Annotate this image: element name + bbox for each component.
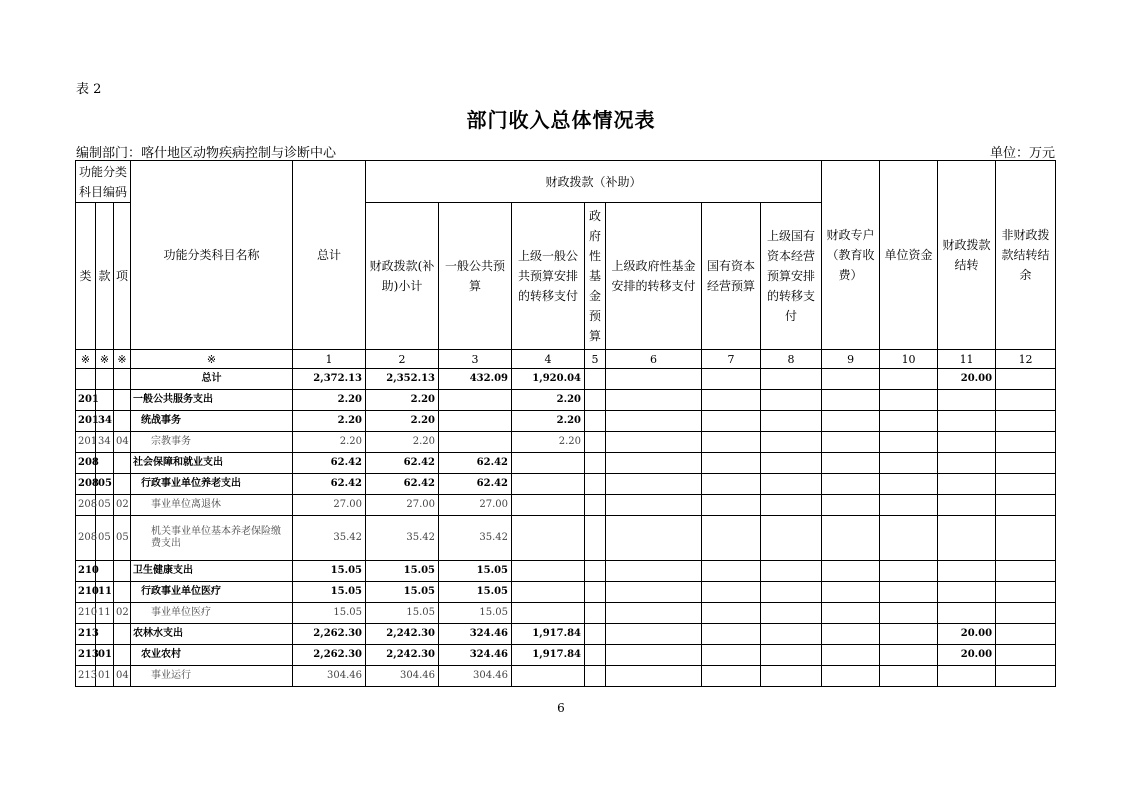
cell-state-capital-budget bbox=[702, 474, 761, 495]
cell-fiscal-carryover bbox=[938, 516, 996, 561]
cell-general-budget bbox=[439, 432, 512, 453]
cell-lei: 213 bbox=[76, 666, 96, 687]
header-xiang: 项 bbox=[114, 203, 131, 350]
cell-fiscal-special bbox=[822, 516, 880, 561]
table-row bbox=[76, 411, 1056, 432]
cell-upper-state-capital-transfer bbox=[761, 645, 822, 666]
cell-upper-gov-fund-transfer bbox=[606, 390, 702, 411]
cell-upper-gov-fund-transfer bbox=[606, 561, 702, 582]
cell-fiscal-special bbox=[822, 369, 880, 390]
cell-gov-fund-budget bbox=[585, 495, 606, 516]
cell-general-budget bbox=[439, 411, 512, 432]
cell-total: 15.05 bbox=[293, 561, 366, 582]
cell-fiscal-special bbox=[822, 495, 880, 516]
cell-kuan: 34 bbox=[96, 411, 114, 432]
cell-gov-fund-budget bbox=[585, 603, 606, 624]
index-cell: ※ bbox=[96, 350, 114, 369]
cell-kuan: 11 bbox=[96, 582, 114, 603]
header-fiscal-carryover: 财政拨款结转 bbox=[938, 161, 996, 350]
cell-name: 机关事业单位基本养老保险缴费支出 bbox=[131, 516, 293, 561]
index-cell: 4 bbox=[512, 350, 585, 369]
cell-non-fiscal-carryover bbox=[996, 411, 1056, 432]
cell-lei: 208 bbox=[76, 453, 96, 474]
cell-non-fiscal-carryover bbox=[996, 666, 1056, 687]
cell-upper-state-capital-transfer bbox=[761, 369, 822, 390]
cell-upper-state-capital-transfer bbox=[761, 495, 822, 516]
cell-non-fiscal-carryover bbox=[996, 390, 1056, 411]
cell-unit-funds bbox=[880, 624, 938, 645]
index-cell: 10 bbox=[880, 350, 938, 369]
cell-name: 一般公共服务支出 bbox=[131, 390, 293, 411]
cell-gov-fund-budget bbox=[585, 561, 606, 582]
cell-non-fiscal-carryover bbox=[996, 624, 1056, 645]
table-row bbox=[76, 474, 1056, 495]
cell-general-budget: 35.42 bbox=[439, 516, 512, 561]
cell-gov-fund-budget bbox=[585, 582, 606, 603]
cell-fiscal-special bbox=[822, 432, 880, 453]
cell-upper-gov-fund-transfer bbox=[606, 495, 702, 516]
cell-xiang bbox=[114, 474, 131, 495]
cell-upper-state-capital-transfer bbox=[761, 390, 822, 411]
cell-non-fiscal-carryover bbox=[996, 369, 1056, 390]
cell-upper-general-transfer: 1,917.84 bbox=[512, 645, 585, 666]
cell-upper-state-capital-transfer bbox=[761, 453, 822, 474]
cell-gov-fund-budget bbox=[585, 645, 606, 666]
cell-unit-funds bbox=[880, 432, 938, 453]
cell-name: 统战事务 bbox=[131, 411, 293, 432]
cell-fiscal-subtotal: 2,242.30 bbox=[366, 645, 439, 666]
cell-fiscal-special bbox=[822, 474, 880, 495]
cell-lei bbox=[76, 369, 96, 390]
cell-upper-state-capital-transfer bbox=[761, 411, 822, 432]
cell-non-fiscal-carryover bbox=[996, 561, 1056, 582]
cell-state-capital-budget bbox=[702, 561, 761, 582]
cell-name: 行政事业单位养老支出 bbox=[131, 474, 293, 495]
cell-upper-general-transfer bbox=[512, 603, 585, 624]
page-title: 部门收入总体情况表 bbox=[466, 108, 656, 132]
cell-xiang bbox=[114, 411, 131, 432]
header-upper-state-capital-transfer: 上级国有资本经营预算安排的转移支付 bbox=[761, 203, 822, 350]
index-cell: 8 bbox=[761, 350, 822, 369]
cell-total: 15.05 bbox=[293, 603, 366, 624]
header-upper-general-transfer: 上级一般公共预算安排的转移支付 bbox=[512, 203, 585, 350]
cell-xiang: 04 bbox=[114, 432, 131, 453]
cell-fiscal-subtotal: 62.42 bbox=[366, 474, 439, 495]
index-cell: 6 bbox=[606, 350, 702, 369]
index-cell: 2 bbox=[366, 350, 439, 369]
cell-lei: 201 bbox=[76, 390, 96, 411]
cell-kuan: 05 bbox=[96, 495, 114, 516]
index-cell: ※ bbox=[114, 350, 131, 369]
cell-fiscal-subtotal: 62.42 bbox=[366, 453, 439, 474]
cell-lei: 210 bbox=[76, 582, 96, 603]
cell-name: 事业单位医疗 bbox=[131, 603, 293, 624]
cell-non-fiscal-carryover bbox=[996, 603, 1056, 624]
cell-unit-funds bbox=[880, 561, 938, 582]
cell-fiscal-subtotal: 2,352.13 bbox=[366, 369, 439, 390]
cell-total: 62.42 bbox=[293, 453, 366, 474]
cell-fiscal-carryover bbox=[938, 453, 996, 474]
header-total: 总计 bbox=[293, 161, 366, 350]
cell-xiang bbox=[114, 561, 131, 582]
cell-upper-state-capital-transfer bbox=[761, 432, 822, 453]
cell-lei: 210 bbox=[76, 561, 96, 582]
table-row bbox=[76, 624, 1056, 645]
cell-non-fiscal-carryover bbox=[996, 474, 1056, 495]
header-state-capital-budget: 国有资本经营预算 bbox=[702, 203, 761, 350]
cell-upper-general-transfer bbox=[512, 495, 585, 516]
cell-lei: 201 bbox=[76, 411, 96, 432]
cell-name: 农业农村 bbox=[131, 645, 293, 666]
cell-general-budget: 27.00 bbox=[439, 495, 512, 516]
index-cell: 7 bbox=[702, 350, 761, 369]
cell-upper-general-transfer bbox=[512, 474, 585, 495]
index-cell: 12 bbox=[996, 350, 1056, 369]
cell-non-fiscal-carryover bbox=[996, 582, 1056, 603]
header-non-fiscal-carryover: 非财政拨款结转结余 bbox=[996, 161, 1056, 350]
cell-upper-general-transfer: 2.20 bbox=[512, 390, 585, 411]
cell-xiang bbox=[114, 369, 131, 390]
cell-state-capital-budget bbox=[702, 369, 761, 390]
cell-fiscal-special bbox=[822, 453, 880, 474]
cell-general-budget: 15.05 bbox=[439, 582, 512, 603]
cell-non-fiscal-carryover bbox=[996, 432, 1056, 453]
index-cell: 5 bbox=[585, 350, 606, 369]
cell-fiscal-carryover bbox=[938, 582, 996, 603]
cell-state-capital-budget bbox=[702, 432, 761, 453]
cell-upper-gov-fund-transfer bbox=[606, 369, 702, 390]
header-kuan: 款 bbox=[96, 203, 114, 350]
cell-total: 35.42 bbox=[293, 516, 366, 561]
cell-fiscal-carryover bbox=[938, 666, 996, 687]
cell-unit-funds bbox=[880, 582, 938, 603]
index-cell: 11 bbox=[938, 350, 996, 369]
cell-gov-fund-budget bbox=[585, 516, 606, 561]
cell-xiang bbox=[114, 582, 131, 603]
cell-unit-funds bbox=[880, 666, 938, 687]
cell-general-budget: 324.46 bbox=[439, 624, 512, 645]
cell-upper-general-transfer: 2.20 bbox=[512, 432, 585, 453]
cell-lei: 201 bbox=[76, 432, 96, 453]
cell-upper-gov-fund-transfer bbox=[606, 603, 702, 624]
cell-non-fiscal-carryover bbox=[996, 495, 1056, 516]
cell-fiscal-special bbox=[822, 666, 880, 687]
cell-total: 2,262.30 bbox=[293, 624, 366, 645]
cell-lei: 210 bbox=[76, 603, 96, 624]
table-row bbox=[76, 666, 1056, 687]
cell-general-budget: 62.42 bbox=[439, 474, 512, 495]
cell-fiscal-special bbox=[822, 561, 880, 582]
cell-state-capital-budget bbox=[702, 666, 761, 687]
cell-fiscal-special bbox=[822, 603, 880, 624]
cell-kuan: 05 bbox=[96, 474, 114, 495]
cell-fiscal-subtotal: 2.20 bbox=[366, 432, 439, 453]
header-general-budget: 一般公共预算 bbox=[439, 203, 512, 350]
cell-upper-state-capital-transfer bbox=[761, 561, 822, 582]
cell-upper-general-transfer bbox=[512, 582, 585, 603]
cell-non-fiscal-carryover bbox=[996, 453, 1056, 474]
cell-gov-fund-budget bbox=[585, 474, 606, 495]
table-row bbox=[76, 432, 1056, 453]
cell-fiscal-special bbox=[822, 390, 880, 411]
cell-gov-fund-budget bbox=[585, 432, 606, 453]
cell-fiscal-subtotal: 304.46 bbox=[366, 666, 439, 687]
cell-xiang bbox=[114, 390, 131, 411]
cell-xiang: 02 bbox=[114, 603, 131, 624]
cell-unit-funds bbox=[880, 603, 938, 624]
cell-upper-gov-fund-transfer bbox=[606, 432, 702, 453]
cell-name: 事业运行 bbox=[131, 666, 293, 687]
cell-fiscal-carryover: 20.00 bbox=[938, 624, 996, 645]
cell-unit-funds bbox=[880, 495, 938, 516]
cell-general-budget: 62.42 bbox=[439, 453, 512, 474]
table-row bbox=[76, 582, 1056, 603]
cell-state-capital-budget bbox=[702, 453, 761, 474]
cell-fiscal-carryover bbox=[938, 474, 996, 495]
cell-lei: 208 bbox=[76, 516, 96, 561]
cell-xiang bbox=[114, 453, 131, 474]
cell-gov-fund-budget bbox=[585, 624, 606, 645]
cell-unit-funds bbox=[880, 645, 938, 666]
cell-total: 2,262.30 bbox=[293, 645, 366, 666]
cell-xiang: 02 bbox=[114, 495, 131, 516]
cell-general-budget: 15.05 bbox=[439, 603, 512, 624]
cell-lei: 208 bbox=[76, 495, 96, 516]
cell-state-capital-budget bbox=[702, 624, 761, 645]
cell-name: 事业单位离退休 bbox=[131, 495, 293, 516]
cell-unit-funds bbox=[880, 474, 938, 495]
cell-state-capital-budget bbox=[702, 516, 761, 561]
cell-unit-funds bbox=[880, 369, 938, 390]
table-row bbox=[76, 390, 1056, 411]
table-label: 表 2 bbox=[76, 82, 102, 97]
cell-total: 2.20 bbox=[293, 411, 366, 432]
cell-fiscal-special bbox=[822, 411, 880, 432]
cell-upper-state-capital-transfer bbox=[761, 474, 822, 495]
cell-upper-general-transfer bbox=[512, 666, 585, 687]
cell-total: 2,372.13 bbox=[293, 369, 366, 390]
table-row bbox=[76, 495, 1056, 516]
table-row bbox=[76, 603, 1056, 624]
cell-name: 行政事业单位医疗 bbox=[131, 582, 293, 603]
cell-fiscal-carryover bbox=[938, 495, 996, 516]
cell-non-fiscal-carryover bbox=[996, 516, 1056, 561]
cell-name: 宗教事务 bbox=[131, 432, 293, 453]
cell-gov-fund-budget bbox=[585, 666, 606, 687]
cell-name: 农林水支出 bbox=[131, 624, 293, 645]
cell-lei: 213 bbox=[76, 624, 96, 645]
cell-xiang: 04 bbox=[114, 666, 131, 687]
table-row bbox=[76, 453, 1056, 474]
cell-total: 2.20 bbox=[293, 390, 366, 411]
cell-gov-fund-budget bbox=[585, 369, 606, 390]
cell-upper-general-transfer bbox=[512, 453, 585, 474]
cell-fiscal-subtotal: 15.05 bbox=[366, 603, 439, 624]
index-cell: 9 bbox=[822, 350, 880, 369]
header-fiscal-special: 财政专户（教育收费） bbox=[822, 161, 880, 350]
cell-upper-state-capital-transfer bbox=[761, 624, 822, 645]
cell-fiscal-subtotal: 2,242.30 bbox=[366, 624, 439, 645]
cell-total: 2.20 bbox=[293, 432, 366, 453]
cell-fiscal-carryover bbox=[938, 432, 996, 453]
income-table bbox=[75, 160, 1056, 687]
cell-name: 社会保障和就业支出 bbox=[131, 453, 293, 474]
cell-total: 304.46 bbox=[293, 666, 366, 687]
department-label: 编制部门：喀什地区动物疾病控制与诊断中心 bbox=[76, 146, 337, 161]
header-code-group: 功能分类科目编码 bbox=[76, 161, 131, 203]
cell-upper-general-transfer: 1,920.04 bbox=[512, 369, 585, 390]
header-fiscal-subtotal: 财政拨款(补助)小计 bbox=[366, 203, 439, 350]
cell-fiscal-subtotal: 15.05 bbox=[366, 582, 439, 603]
cell-unit-funds bbox=[880, 453, 938, 474]
cell-total: 62.42 bbox=[293, 474, 366, 495]
index-cell: 3 bbox=[439, 350, 512, 369]
cell-kuan: 01 bbox=[96, 666, 114, 687]
cell-upper-gov-fund-transfer bbox=[606, 645, 702, 666]
cell-fiscal-subtotal: 27.00 bbox=[366, 495, 439, 516]
cell-state-capital-budget bbox=[702, 495, 761, 516]
cell-upper-gov-fund-transfer bbox=[606, 474, 702, 495]
cell-state-capital-budget bbox=[702, 603, 761, 624]
cell-fiscal-subtotal: 35.42 bbox=[366, 516, 439, 561]
cell-fiscal-special bbox=[822, 645, 880, 666]
cell-non-fiscal-carryover bbox=[996, 645, 1056, 666]
cell-upper-general-transfer: 2.20 bbox=[512, 411, 585, 432]
cell-fiscal-carryover: 20.00 bbox=[938, 645, 996, 666]
header-upper-gov-fund-transfer: 上级政府性基金安排的转移支付 bbox=[606, 203, 702, 350]
header-unit-funds: 单位资金 bbox=[880, 161, 938, 350]
cell-fiscal-special bbox=[822, 582, 880, 603]
index-cell: ※ bbox=[131, 350, 293, 369]
cell-kuan: 34 bbox=[96, 432, 114, 453]
cell-upper-state-capital-transfer bbox=[761, 582, 822, 603]
header-lei: 类 bbox=[76, 203, 96, 350]
cell-gov-fund-budget bbox=[585, 453, 606, 474]
cell-kuan: 05 bbox=[96, 516, 114, 561]
cell-upper-state-capital-transfer bbox=[761, 603, 822, 624]
cell-upper-gov-fund-transfer bbox=[606, 582, 702, 603]
cell-name: 总计 bbox=[131, 369, 293, 390]
cell-state-capital-budget bbox=[702, 582, 761, 603]
cell-xiang bbox=[114, 645, 131, 666]
cell-upper-general-transfer bbox=[512, 516, 585, 561]
table-row bbox=[76, 561, 1056, 582]
cell-fiscal-carryover: 20.00 bbox=[938, 369, 996, 390]
cell-kuan bbox=[96, 369, 114, 390]
cell-total: 27.00 bbox=[293, 495, 366, 516]
cell-fiscal-carryover bbox=[938, 411, 996, 432]
header-fiscal-group: 财政拨款（补助） bbox=[366, 161, 822, 203]
cell-upper-state-capital-transfer bbox=[761, 516, 822, 561]
cell-upper-gov-fund-transfer bbox=[606, 624, 702, 645]
cell-upper-gov-fund-transfer bbox=[606, 516, 702, 561]
cell-upper-gov-fund-transfer bbox=[606, 666, 702, 687]
cell-kuan: 01 bbox=[96, 645, 114, 666]
cell-general-budget bbox=[439, 390, 512, 411]
cell-state-capital-budget bbox=[702, 390, 761, 411]
index-cell: ※ bbox=[76, 350, 96, 369]
table-row bbox=[76, 369, 1056, 390]
header-gov-fund-budget: 政府性基金预算 bbox=[585, 203, 606, 350]
cell-state-capital-budget bbox=[702, 411, 761, 432]
cell-xiang: 05 bbox=[114, 516, 131, 561]
cell-fiscal-subtotal: 15.05 bbox=[366, 561, 439, 582]
cell-fiscal-carryover bbox=[938, 603, 996, 624]
cell-upper-general-transfer: 1,917.84 bbox=[512, 624, 585, 645]
cell-unit-funds bbox=[880, 516, 938, 561]
cell-fiscal-subtotal: 2.20 bbox=[366, 411, 439, 432]
cell-xiang bbox=[114, 624, 131, 645]
cell-general-budget: 324.46 bbox=[439, 645, 512, 666]
cell-state-capital-budget bbox=[702, 645, 761, 666]
cell-unit-funds bbox=[880, 411, 938, 432]
cell-lei: 213 bbox=[76, 645, 96, 666]
cell-upper-gov-fund-transfer bbox=[606, 453, 702, 474]
index-cell: 1 bbox=[293, 350, 366, 369]
cell-unit-funds bbox=[880, 390, 938, 411]
cell-name: 卫生健康支出 bbox=[131, 561, 293, 582]
cell-general-budget: 432.09 bbox=[439, 369, 512, 390]
index-row bbox=[76, 350, 1056, 369]
cell-kuan: 11 bbox=[96, 603, 114, 624]
cell-lei: 208 bbox=[76, 474, 96, 495]
header-name: 功能分类科目名称 bbox=[131, 161, 293, 350]
cell-total: 15.05 bbox=[293, 582, 366, 603]
cell-fiscal-carryover bbox=[938, 390, 996, 411]
table-row bbox=[76, 645, 1056, 666]
cell-upper-general-transfer bbox=[512, 561, 585, 582]
cell-general-budget: 15.05 bbox=[439, 561, 512, 582]
unit-label: 单位：万元 bbox=[990, 146, 1056, 161]
cell-gov-fund-budget bbox=[585, 390, 606, 411]
cell-upper-gov-fund-transfer bbox=[606, 411, 702, 432]
page-number: 6 bbox=[557, 701, 565, 715]
cell-fiscal-subtotal: 2.20 bbox=[366, 390, 439, 411]
cell-general-budget: 304.46 bbox=[439, 666, 512, 687]
table-row bbox=[76, 516, 1056, 561]
cell-gov-fund-budget bbox=[585, 411, 606, 432]
cell-fiscal-special bbox=[822, 624, 880, 645]
cell-fiscal-carryover bbox=[938, 561, 996, 582]
cell-upper-state-capital-transfer bbox=[761, 666, 822, 687]
